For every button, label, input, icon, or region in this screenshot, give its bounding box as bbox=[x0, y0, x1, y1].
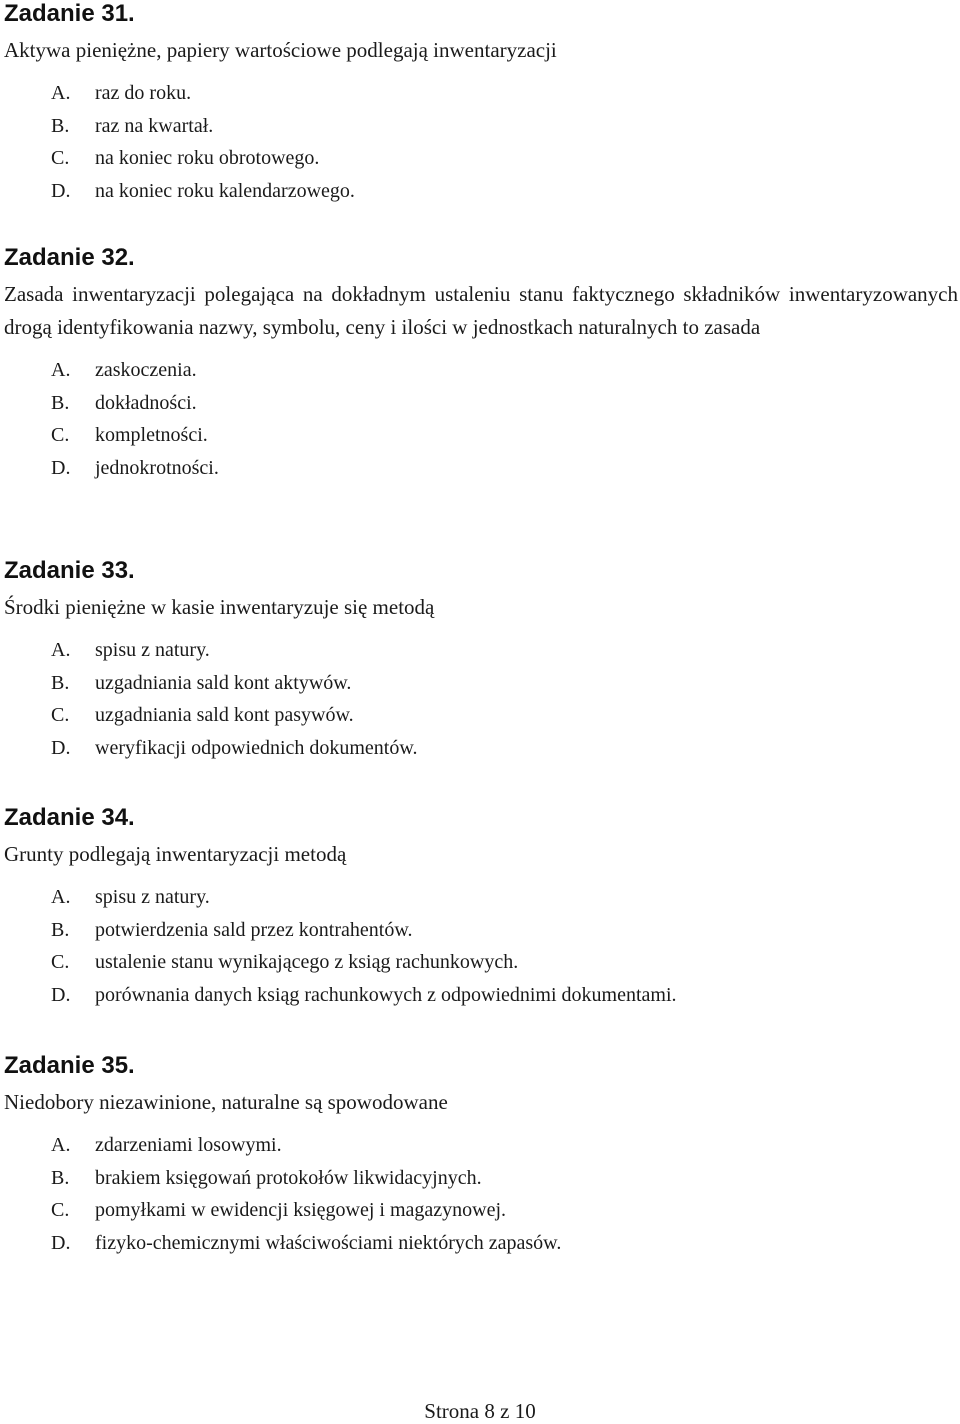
task-31 bbox=[4, 0, 958, 208]
answer-option-d bbox=[4, 979, 958, 1012]
option-text: porównania danych ksiąg rachunkowych z odpowiednimi dokumentami. bbox=[95, 984, 677, 1007]
option-letter: D. bbox=[51, 737, 71, 760]
task-question: Grunty podlegają inwentaryzacji metodą bbox=[4, 842, 347, 866]
answer-option-a bbox=[4, 1129, 958, 1162]
task-title: Zadanie 35. bbox=[4, 1052, 135, 1079]
answer-options bbox=[4, 1129, 958, 1260]
answer-option-d bbox=[4, 1227, 958, 1260]
task-question: Aktywa pieniężne, papiery wartościowe podlegają inwentaryzacji bbox=[4, 38, 557, 62]
option-text: ustalenie stanu wynikającego z ksiąg rachunkowych. bbox=[95, 951, 519, 974]
option-letter: D. bbox=[51, 457, 71, 480]
option-letter: C. bbox=[51, 147, 70, 170]
task-question: Niedobory niezawinione, naturalne są spowodowane bbox=[4, 1090, 448, 1114]
option-text: na koniec roku kalendarzowego. bbox=[95, 180, 355, 203]
answer-option-b bbox=[4, 110, 958, 143]
option-letter: B. bbox=[51, 391, 70, 414]
option-text: raz do roku. bbox=[95, 82, 192, 104]
option-letter: D. bbox=[51, 984, 71, 1007]
option-text: uzgadniania sald kont pasywów. bbox=[95, 704, 354, 727]
option-letter: C. bbox=[51, 1199, 70, 1222]
option-text: jednokrotności. bbox=[95, 457, 219, 480]
answer-option-a bbox=[4, 77, 958, 110]
answer-options bbox=[4, 354, 958, 485]
task-question: Zasada inwentaryzacji polegająca na dokładnym ustaleniu stanu faktycznego składników inwentaryzowanych drogą identyfikowania nazwy, symbolu, ceny i ilości w jednostkach naturalnych to zasada bbox=[4, 282, 958, 339]
option-text: spisu z natury. bbox=[95, 886, 210, 908]
option-letter: C. bbox=[51, 951, 70, 974]
option-text: weryfikacji odpowiednich dokumentów. bbox=[95, 737, 418, 760]
option-letter: A. bbox=[51, 1134, 71, 1156]
answer-option-c bbox=[4, 142, 958, 175]
task-title: Zadanie 31. bbox=[4, 0, 135, 27]
task-34 bbox=[4, 804, 958, 1012]
task-33 bbox=[4, 557, 958, 765]
task-title: Zadanie 33. bbox=[4, 557, 135, 584]
page-number: Strona 8 z 10 bbox=[424, 1399, 536, 1423]
option-text: potwierdzenia sald przez kontrahentów. bbox=[95, 918, 413, 941]
answer-option-a bbox=[4, 634, 958, 667]
option-text: uzgadniania sald kont aktywów. bbox=[95, 671, 352, 694]
option-text: spisu z natury. bbox=[95, 639, 210, 661]
option-text: pomyłkami w ewidencji księgowej i magazynowej. bbox=[95, 1199, 507, 1222]
task-title: Zadanie 32. bbox=[4, 244, 135, 271]
answer-option-d bbox=[4, 732, 958, 765]
answer-option-a bbox=[4, 881, 958, 914]
answer-option-d bbox=[4, 452, 958, 485]
option-text: zaskoczenia. bbox=[95, 359, 197, 381]
answer-options bbox=[4, 77, 958, 208]
answer-option-c bbox=[4, 699, 958, 732]
task-question: Środki pieniężne w kasie inwentaryzuje się metodą bbox=[4, 595, 435, 619]
answer-option-a bbox=[4, 354, 958, 387]
option-text: raz na kwartał. bbox=[95, 114, 214, 137]
answer-option-c bbox=[4, 946, 958, 979]
option-text: zdarzeniami losowymi. bbox=[95, 1134, 282, 1156]
option-letter: D. bbox=[51, 1232, 71, 1255]
option-text: brakiem księgowań protokołów likwidacyjnych. bbox=[95, 1166, 482, 1189]
answer-option-b bbox=[4, 1162, 958, 1195]
option-text: dokładności. bbox=[95, 391, 197, 414]
answer-option-b bbox=[4, 387, 958, 420]
answer-options bbox=[4, 881, 958, 1012]
option-letter: A. bbox=[51, 82, 71, 104]
option-text: na koniec roku obrotowego. bbox=[95, 147, 320, 170]
option-text: fizyko-chemicznymi właściwościami niektórych zapasów. bbox=[95, 1232, 562, 1255]
answer-option-c bbox=[4, 419, 958, 452]
option-letter: A. bbox=[51, 886, 71, 908]
option-letter: A. bbox=[51, 639, 71, 661]
option-letter: D. bbox=[51, 180, 71, 203]
option-letter: B. bbox=[51, 671, 70, 694]
answer-option-b bbox=[4, 914, 958, 947]
option-text: kompletności. bbox=[95, 424, 208, 447]
option-letter: B. bbox=[51, 918, 70, 941]
answer-option-d bbox=[4, 175, 958, 208]
option-letter: B. bbox=[51, 114, 70, 137]
option-letter: B. bbox=[51, 1166, 70, 1189]
task-32 bbox=[4, 244, 958, 485]
task-35 bbox=[4, 1052, 958, 1260]
answer-option-c bbox=[4, 1194, 958, 1227]
answer-option-b bbox=[4, 667, 958, 700]
option-letter: C. bbox=[51, 704, 70, 727]
option-letter: C. bbox=[51, 424, 70, 447]
task-title: Zadanie 34. bbox=[4, 804, 135, 831]
answer-options bbox=[4, 634, 958, 765]
option-letter: A. bbox=[51, 359, 71, 381]
